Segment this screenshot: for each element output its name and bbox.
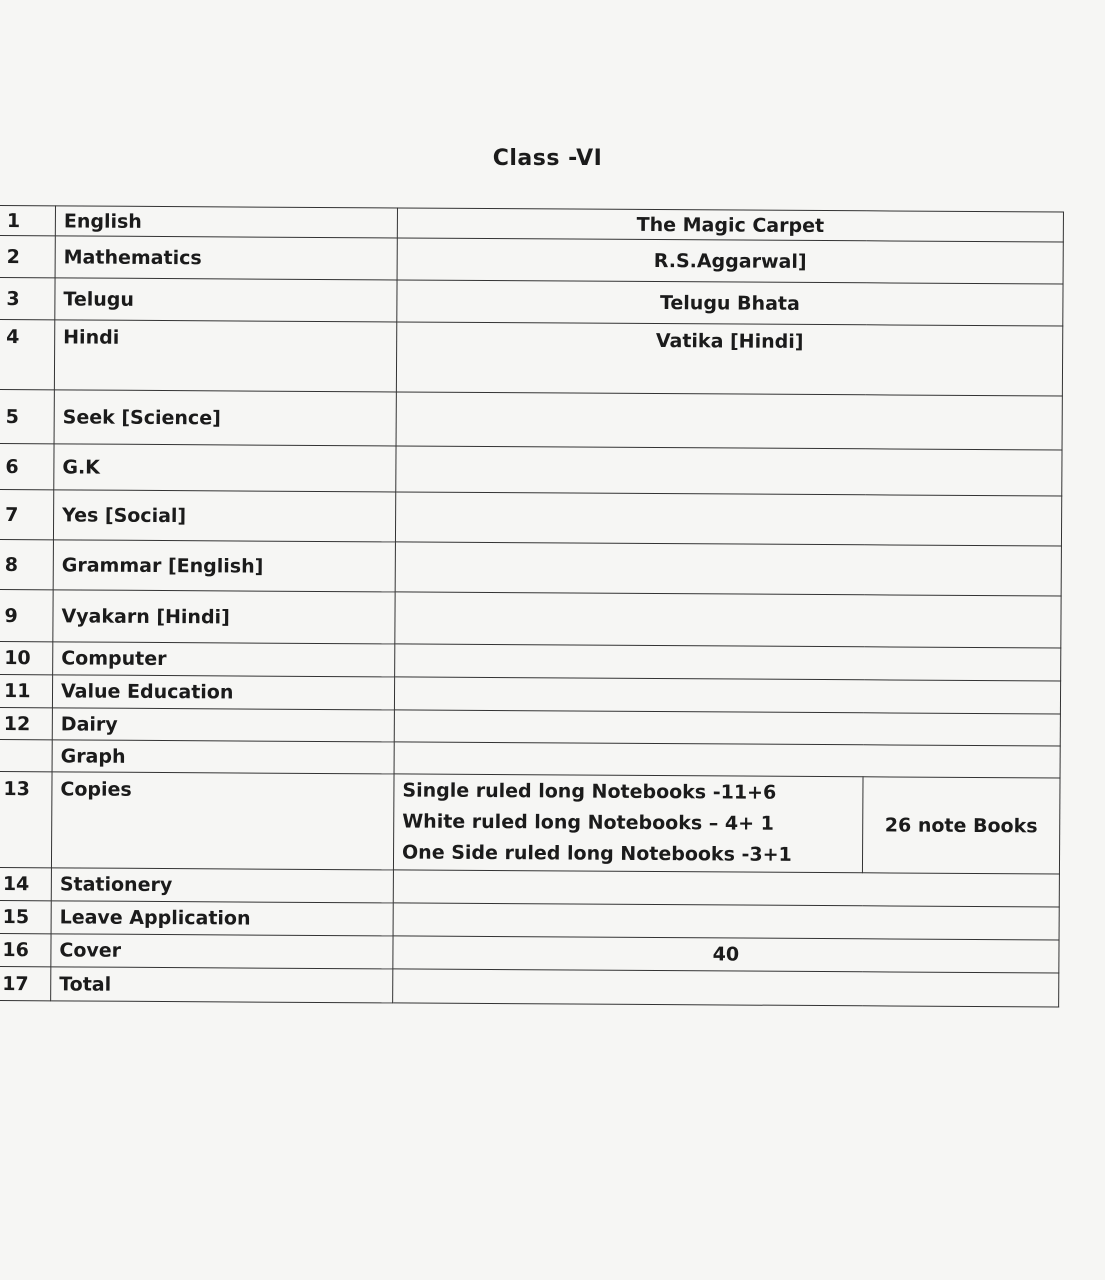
table-row [0,966,1059,1007]
subject-cell: Computer [53,642,395,677]
row-number: 1 [0,206,55,236]
book-list-table [0,205,1064,1007]
row-number: 7 [0,489,54,539]
table-row [0,539,1061,596]
book-cell [396,446,1062,496]
book-cell: Telugu Bhata [397,280,1063,326]
book-cell: R.S.Aggarwal] [397,238,1063,284]
book-cell [395,492,1061,546]
row-number: 14 [0,867,51,900]
row-number: 4 [0,320,55,390]
subject-cell: Copies [51,772,394,870]
book-cell: Vatika [Hindi] [396,322,1062,396]
copies-detail-cell [393,774,863,873]
book-cell: 40 [393,936,1059,973]
subject-cell: Dairy [52,708,394,742]
page-title: Class -VI [492,146,603,171]
book-cell [393,903,1059,940]
row-number: 6 [0,443,54,489]
subject-cell: Seek [Science] [54,390,396,446]
copies-line: One Side ruled long Notebooks -3+1 [401,841,792,866]
row-number: 11 [0,674,53,707]
subject-cell: Grammar [English] [53,540,395,592]
copies-total-cell: 26 note Books [862,777,1060,874]
row-number: 12 [0,707,52,739]
row-number: 2 [0,236,55,278]
row-number: 3 [0,278,55,320]
row-number: 17 [0,966,51,1000]
table-row [0,489,1062,546]
subject-cell: Graph [52,740,394,774]
book-cell [395,592,1061,648]
row-number: 15 [0,900,51,933]
book-cell [393,870,1059,907]
subject-cell: Hindi [54,320,396,392]
row-number: 8 [0,539,53,589]
row-number: 10 [0,641,53,674]
book-cell [393,969,1059,1007]
row-number: 9 [0,589,53,641]
book-cell [396,392,1062,450]
book-cell [395,542,1061,596]
subject-cell: Telugu [55,278,397,322]
subject-cell: G.K [54,444,396,492]
subject-cell: Vyakarn [Hindi] [53,590,395,644]
table-row [0,443,1062,496]
subject-cell: Cover [51,934,393,969]
table-row [0,278,1063,327]
subject-cell: English [55,206,397,238]
book-cell [394,710,1060,746]
book-cell: The Magic Carpet [397,208,1063,242]
subject-cell: Mathematics [55,236,397,280]
subject-cell: Value Education [52,675,394,710]
table-row [0,389,1062,450]
subject-cell: Leave Application [51,901,393,936]
book-cell [394,742,1060,778]
table-row [0,589,1061,648]
copies-line: White ruled long Notebooks – 4+ 1 [402,810,774,835]
book-cell [395,644,1061,681]
table-row-copies [0,771,1060,874]
subject-cell: Yes [Social] [53,490,395,542]
subject-cell: Total [51,967,393,1003]
row-number [0,739,52,771]
row-number: 5 [0,389,54,443]
subject-cell: Stationery [51,868,393,903]
table-row [0,320,1063,397]
row-number: 13 [0,771,52,867]
row-number: 16 [0,933,51,966]
copies-line: Single ruled long Notebooks -11+6 [402,779,777,804]
book-cell [394,677,1060,714]
table-row [0,236,1063,285]
